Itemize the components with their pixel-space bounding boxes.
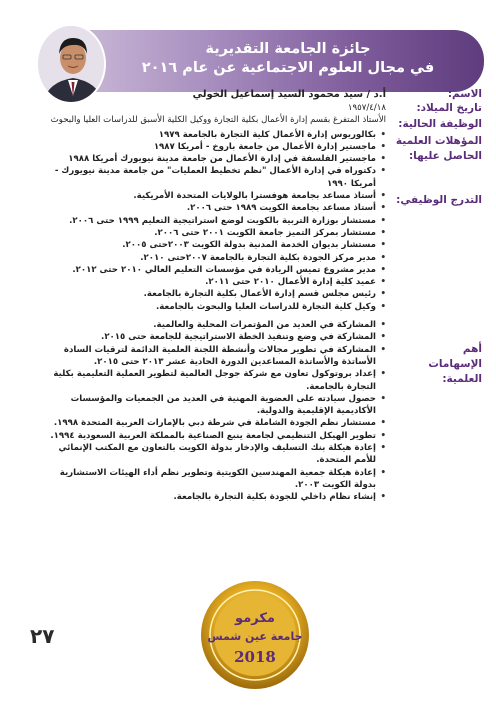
contribution-item: • المشاركة في تطوير مجالات وأنشطة اللجنة العلمية الدائمة لترقيات السادة الأساتذة والأساتذة المساعدين الدورة الحادية عشر ٢٠١٣ حتى ٢٠١٥.: [40, 344, 386, 369]
person-name: أ.د / سيد محمود السيد إسماعيل الخولي: [192, 89, 386, 100]
career-item: • مدير مشروع تميس الريادة في مؤسسات التعليم العالي ٢٠١٠ حتى ٢٠١٢.: [40, 264, 386, 276]
content-column: [40, 88, 386, 504]
contribution-item: • إعداد بروتوكول تعاون مع شركة جوجل العالمية لتطوير العملية التعليمية بكلية التجارة بالجامعة.: [40, 368, 386, 393]
career-item: • عميد كلية إدارة الأعمال ٢٠١٠ حتى ٢٠١١.: [40, 276, 386, 288]
label-current-job: الوظيفة الحالية:: [398, 118, 482, 130]
contribution-item: • المشاركة في العديد من المؤتمرات المحلية والعالمية.: [40, 319, 386, 331]
career-item: • وكيل كلية التجارة للدراسات العليا والبحوث بالجامعة.: [40, 301, 386, 313]
career-item: • أستاذ مساعد بجامعة هوفسترا بالولايات المتحدة الأمريكية.: [40, 190, 386, 202]
career-item: • أستاذ مساعد بجامعة الكويت ١٩٨٩ حتى ٢٠٠٦.: [40, 202, 386, 214]
contribution-item: • مستشار نظم الجودة الشاملة في شرطة دبي بالإمارات العربية المتحدة ١٩٩٨.: [40, 417, 386, 429]
seal-year: 2018: [234, 648, 276, 666]
label-name: الاسم:: [447, 88, 482, 100]
header-title: [108, 40, 468, 78]
contribution-item: • المشاركة في وضع وتنفيذ الخطة الاستراتيجية للجامعة حتى ٢٠١٥.: [40, 331, 386, 343]
label-career: التدرج الوظيفي:: [396, 194, 482, 206]
label-contributions: أهم الإسهامات العلمية:: [428, 343, 482, 385]
seal-line1: مكرمو: [235, 611, 275, 626]
label-birth-date: تاريخ الميلاد:: [416, 102, 482, 114]
page-number: ٢٧: [30, 624, 55, 648]
career-item: • مستشار بوزارة التربية بالكويت لوضع استراتيجية التعليم ١٩٩٩ حتى ٢٠٠٦.: [40, 215, 386, 227]
label-qualifications: المؤهلات العلمية الحاصل عليها:: [395, 135, 482, 162]
contribution-item: • حصول سيادته على العضوية المهنية في العديد من الجمعيات والمؤسسات الأكاديمية الإقليمية والدولية.: [40, 393, 386, 418]
career-item: • مستشار بديوان الخدمة المدنية بدولة الكويت ٢٠٠٣حتى ٢٠٠٥.: [40, 239, 386, 251]
qualification-item: • دكتوراه في إدارة الأعمال "نظم تخطيط العمليات" من جامعة مدينة نيويورك - أمريكا ١٩٩٠: [40, 165, 386, 190]
career-item: • مدير مركز الجودة بكلية التجارة بالجامعة ٢٠٠٧حتى ٢٠١٠.: [40, 252, 386, 264]
qualification-item: • بكالوريوس إدارة الأعمال كلية التجارة بالجامعة ١٩٧٩: [40, 129, 386, 141]
career-item: • مستشار بمركز التميز جامعة الكويت ٢٠٠١ حتى ٢٠٠٦.: [40, 227, 386, 239]
seal-line2: جامعة عين شمس: [207, 630, 303, 643]
birth-date: ١٩٥٧/٤/١٨: [347, 103, 386, 113]
career-item: • رئيس مجلس قسم إدارة الأعمال بكلية التجارة بالجامعة.: [40, 288, 386, 300]
contribution-item: • إعادة هيكلة جمعية المهندسين الكويتية وتطوير نظم أداء الهيئات الاستشارية بدولة الكويت ٢٠٠٣.: [40, 467, 386, 492]
qualification-item: • ماجستير الفلسفة في إدارة الأعمال من جامعة مدينة نيويورك أمريكا ١٩٨٨: [40, 153, 386, 165]
qualification-item: • ماجستير إدارة الأعمال من جامعة باروخ - أمريكا ١٩٨٧: [40, 141, 386, 153]
header-title-line1: جائزة الجامعة التقديرية: [205, 41, 371, 57]
award-seal-icon: [196, 576, 314, 694]
contribution-item: • إعادة هيكلة بنك التسليف والإدخار بدولة الكويت بالتعاون مع المكتب الإنمائي للأمم المتحدة.: [40, 442, 386, 467]
contribution-item: • تطوير الهيكل التنظيمي لجامعة ينبع الصناعية بالمملكة العربية السعودية ١٩٩٤.: [40, 430, 386, 442]
current-job: الأستاذ المتفرغ بقسم إدارة الأعمال بكلية التجارة ووكيل الكلية الأسبق للدراسات العليا والبحوث: [50, 115, 386, 126]
header-title-line2: في مجال العلوم الاجتماعية عن عام ٢٠١٦: [141, 60, 435, 76]
contribution-item: • إنشاء نظام داخلي للجودة بكلية التجارة بالجامعة.: [40, 491, 386, 503]
